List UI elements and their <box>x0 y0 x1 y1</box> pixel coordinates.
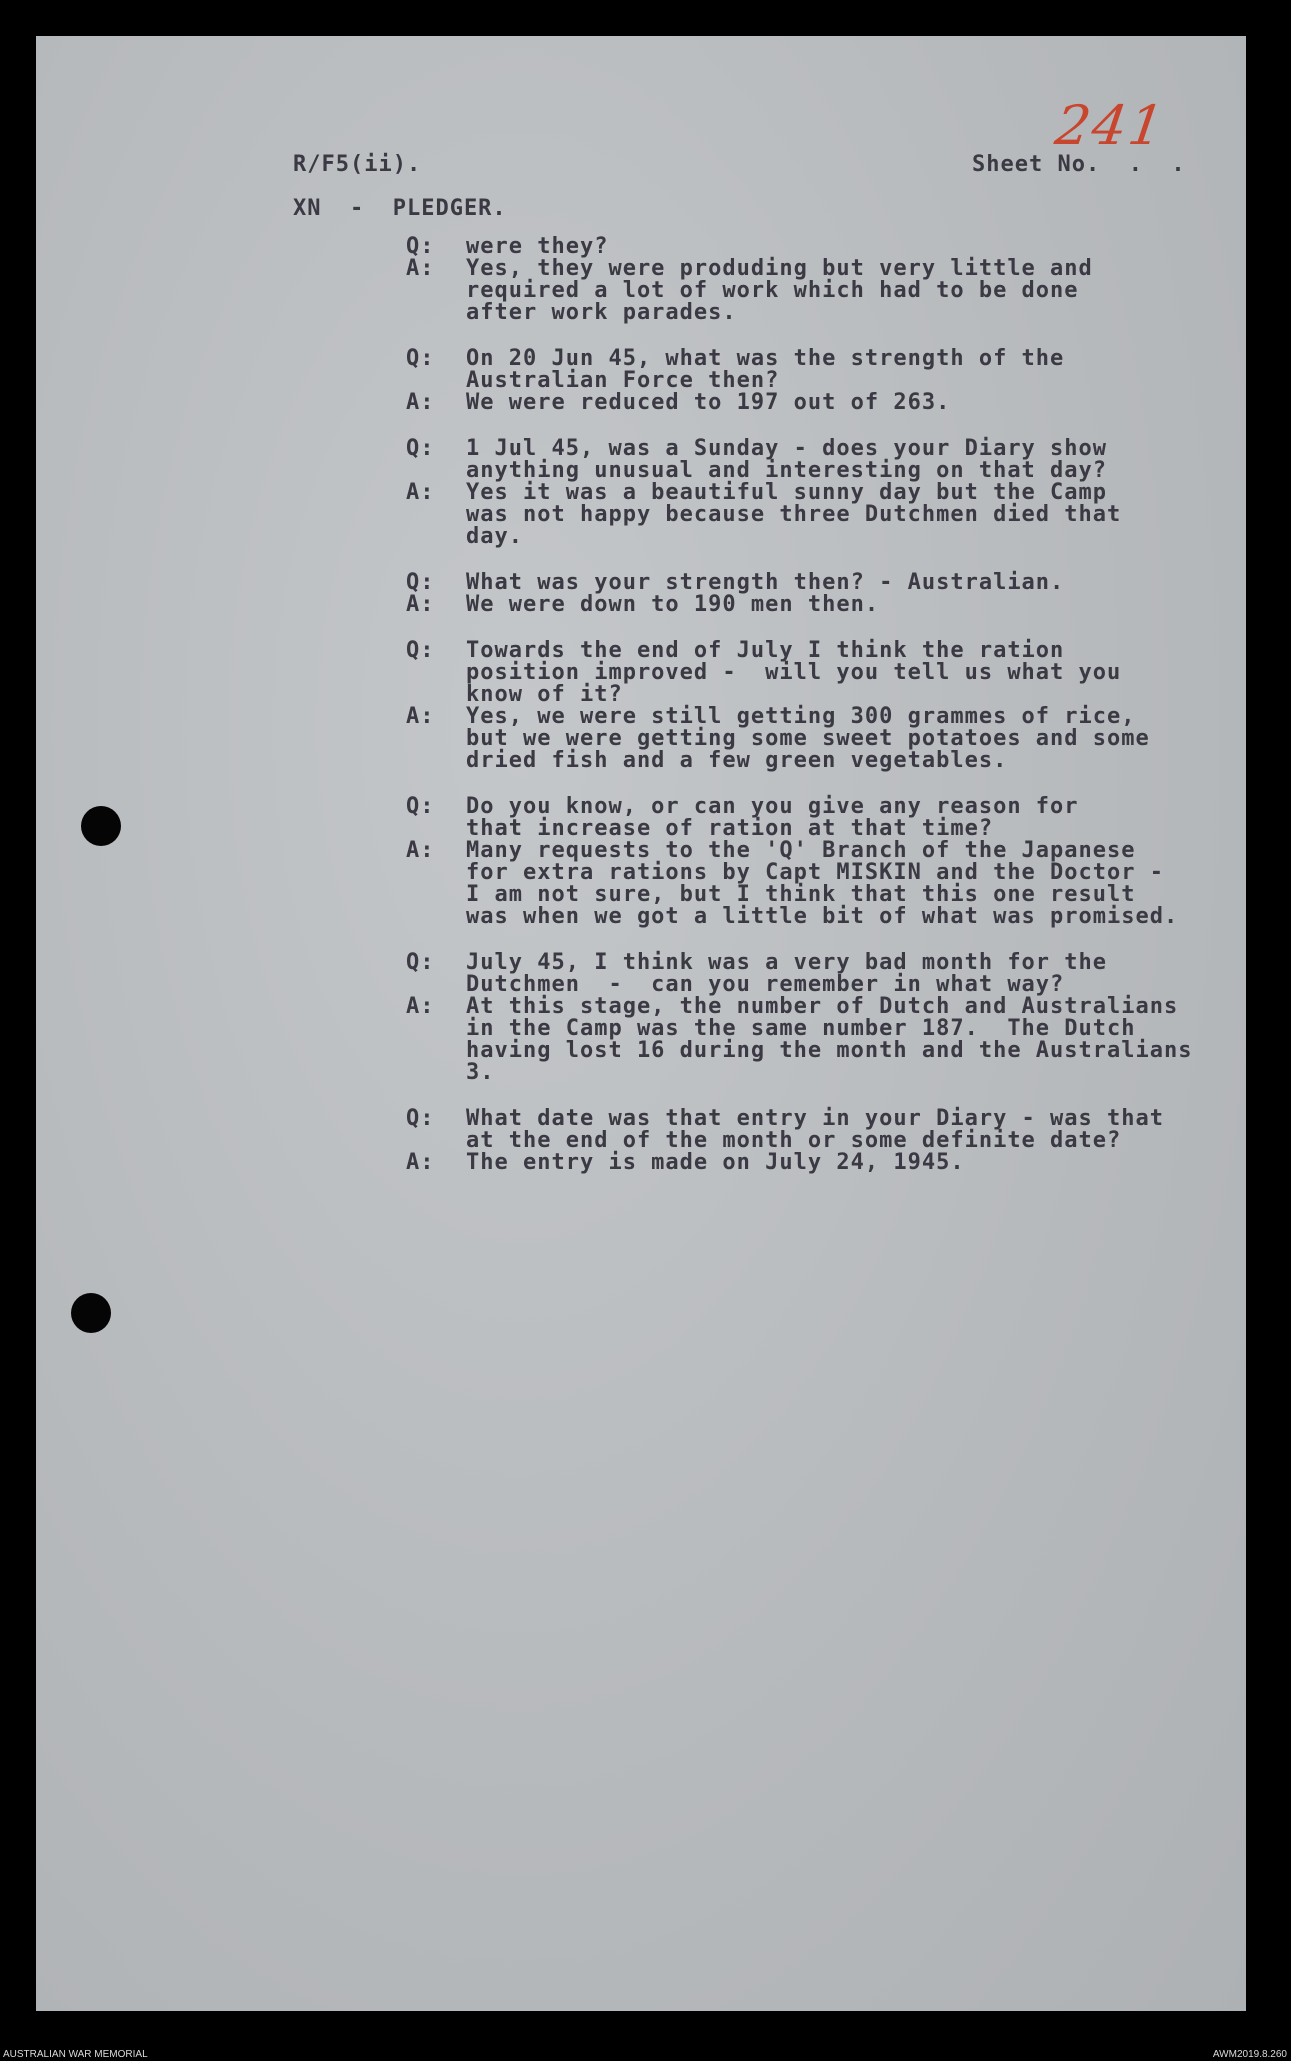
question-marker: Q: <box>406 436 435 461</box>
question-marker: Q: <box>406 570 435 595</box>
sheet-number-label: Sheet No. . . <box>972 152 1186 177</box>
answer-text: Yes, they were produding but very little and required a lot of work which had to be done after work parades. <box>466 256 1093 325</box>
answer-entry <box>406 706 1226 772</box>
answer-text: We were reduced to 197 out of 263. <box>466 390 951 415</box>
entry-spacer <box>406 1084 1226 1108</box>
footer-institution: AUSTRALIAN WAR MEMORIAL <box>3 2049 148 2060</box>
question-text: 1 Jul 45, was a Sunday - does your Diary show anything unusual and interesting on that day? <box>466 436 1108 483</box>
question-text: Towards the end of July I think the ration position improved - will you tell us what you know of it? <box>466 638 1122 707</box>
question-entry <box>406 640 1226 706</box>
entry-spacer <box>406 772 1226 796</box>
answer-text: Yes, we were still getting 300 grammes of rice, but we were getting some sweet potatoes and some dried fish and a few green vegetables. <box>466 704 1150 773</box>
question-text: On 20 Jun 45, what was the strength of the Australian Force then? <box>466 346 1065 393</box>
answer-marker: A: <box>406 480 435 505</box>
question-marker: Q: <box>406 950 435 975</box>
question-entry <box>406 952 1226 996</box>
answer-marker: A: <box>406 1150 435 1175</box>
answer-text: Yes it was a beautiful sunny day but the Camp was not happy because three Dutchmen died that day. <box>466 480 1122 549</box>
question-entry <box>406 796 1226 840</box>
entry-spacer <box>406 324 1226 348</box>
answer-entry <box>406 392 1226 414</box>
answer-marker: A: <box>406 704 435 729</box>
entry-spacer <box>406 414 1226 438</box>
question-entry <box>406 438 1226 482</box>
answer-entry <box>406 996 1226 1084</box>
question-entry <box>406 572 1226 594</box>
question-text: What date was that entry in your Diary - was that at the end of the month or some definite date? <box>466 1106 1165 1153</box>
answer-text: We were down to 190 men then. <box>466 592 880 617</box>
punch-hole <box>71 1293 111 1333</box>
question-entry <box>406 348 1226 392</box>
entry-spacer <box>406 616 1226 640</box>
question-entry <box>406 236 1226 258</box>
question-text: What was your strength then? - Australian. <box>466 570 1065 595</box>
witness-line: XN - PLEDGER. <box>293 196 507 221</box>
question-marker: Q: <box>406 346 435 371</box>
handwritten-page-number: 241 <box>1051 94 1170 157</box>
footer-accession-number: AWM2019.8.260 <box>1212 2049 1287 2060</box>
question-marker: Q: <box>406 638 435 663</box>
question-entry <box>406 1108 1226 1152</box>
answer-entry <box>406 594 1226 616</box>
question-marker: Q: <box>406 1106 435 1131</box>
entry-spacer <box>406 928 1226 952</box>
entry-spacer <box>406 548 1226 572</box>
question-marker: Q: <box>406 794 435 819</box>
question-marker: Q: <box>406 234 435 259</box>
question-text: July 45, I think was a very bad month for the Dutchmen - can you remember in what way? <box>466 950 1108 997</box>
answer-entry <box>406 258 1226 324</box>
answer-entry <box>406 1152 1226 1174</box>
answer-marker: A: <box>406 994 435 1019</box>
answer-entry <box>406 482 1226 548</box>
document-page <box>36 36 1246 2011</box>
answer-marker: A: <box>406 256 435 281</box>
transcript-body <box>406 236 1226 1174</box>
answer-entry <box>406 840 1226 928</box>
answer-text: At this stage, the number of Dutch and Australians in the Camp was the same number 187. The Dutch having lost 16 during the month and the Australians 3. <box>466 994 1193 1085</box>
file-reference: R/F5(ii). <box>293 152 422 177</box>
answer-text: The entry is made on July 24, 1945. <box>466 1150 965 1175</box>
question-text: were they? <box>466 234 609 259</box>
question-text: Do you know, or can you give any reason for that increase of ration at that time? <box>466 794 1079 841</box>
answer-text: Many requests to the 'Q' Branch of the Japanese for extra rations by Capt MISKIN and the Doctor - I am not sure, but I think that this one result was when we got a little bit of what was promised. <box>466 838 1179 929</box>
answer-marker: A: <box>406 390 435 415</box>
answer-marker: A: <box>406 838 435 863</box>
punch-hole <box>81 806 121 846</box>
answer-marker: A: <box>406 592 435 617</box>
